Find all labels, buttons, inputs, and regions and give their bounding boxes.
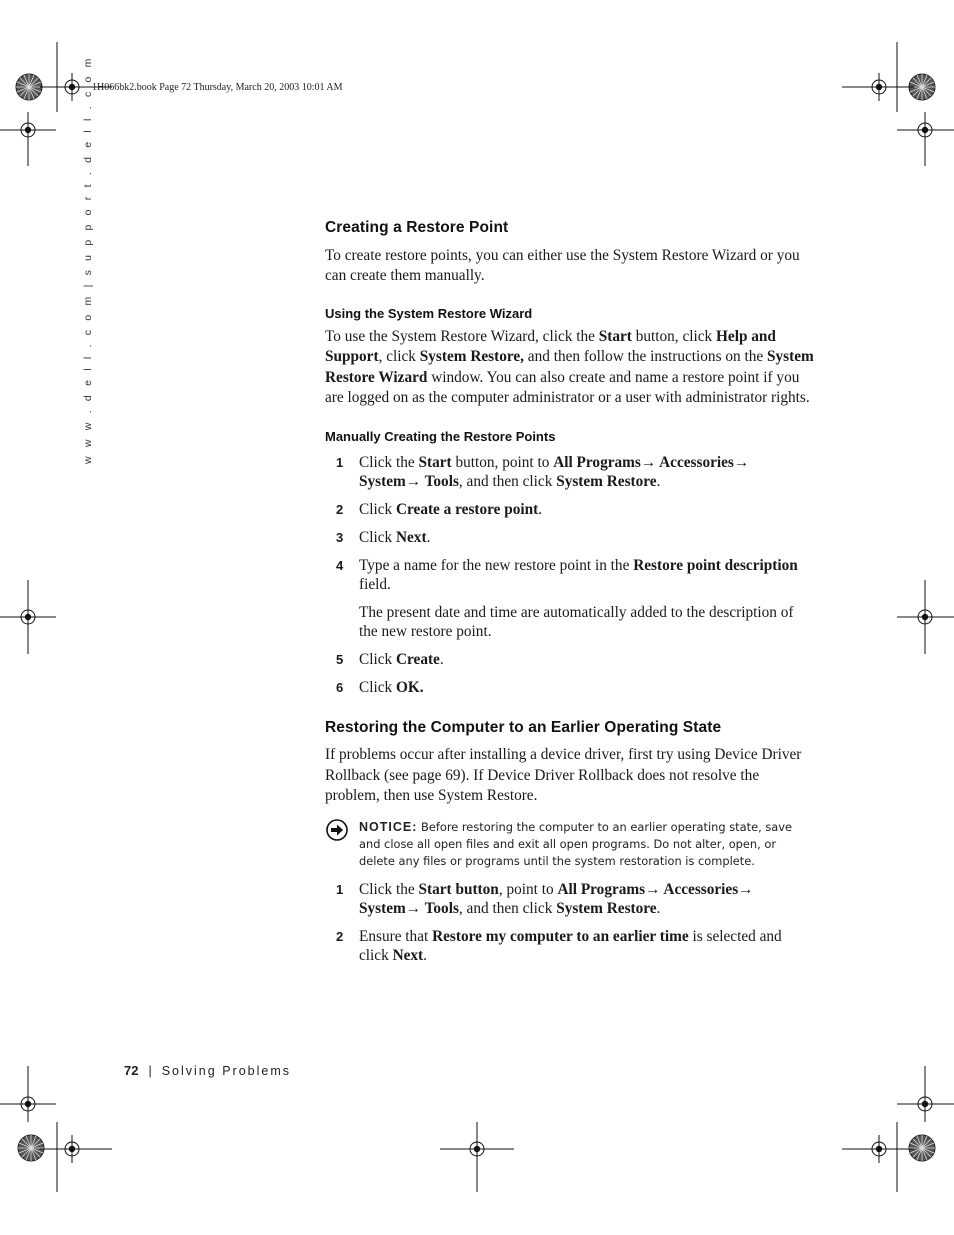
subsection-title-manual: Manually Creating the Restore Points — [325, 429, 556, 445]
wizard-paragraph: To use the System Restore Wizard, click the Start button, click Help and Support, click System Restore, and then follow the instructions on the System Restore Wizard window. You can also create and name a restore point if you are logged on as the computer administrator or a user with administrator rights. — [325, 327, 814, 407]
manual-steps-list — [325, 453, 815, 697]
notice-label: NOTICE: — [359, 819, 418, 834]
notice-text: Before restoring the computer to an earlier operating state, save and close all open files and exit all open programs. Do not alter, open, or delete any files or programs until the system restoration is complete. — [359, 819, 792, 868]
footer-separator: | — [148, 1064, 152, 1078]
main-content — [325, 216, 815, 965]
page-footer — [124, 1063, 291, 1078]
list-item: 5 Click Create. — [336, 651, 444, 669]
side-url: w w w . d e l l . c o m | s u p p o r t . d e l l . c o m — [82, 55, 94, 464]
list-item: 2 Click Create a restore point. — [336, 501, 543, 519]
page-number: 72 — [124, 1063, 139, 1078]
notice-box — [325, 819, 815, 870]
section-title-creating-restore-point: Creating a Restore Point — [325, 219, 509, 236]
section-intro: To create restore points, you can either use the System Restore Wizard or you can create them manually. — [325, 247, 800, 285]
list-item: 6 Click OK. — [336, 679, 424, 697]
list-item: 3 Click Next. — [336, 529, 431, 547]
notice-arrow-icon — [326, 819, 348, 846]
list-item: 2 Ensure that Restore my computer to an earlier time is selected and click Next. — [336, 927, 782, 964]
list-item: 4 Type a name for the new restore point in the Restore point description field. — [336, 557, 798, 594]
restore-steps-list — [325, 880, 815, 965]
subsection-title-wizard: Using the System Restore Wizard — [325, 305, 533, 321]
print-slug: 1H066bk2.book Page 72 Thursday, March 20, 2003 10:01 AM — [92, 82, 343, 93]
list-item: 1 Click the Start button, point to All Programs→ Accessories→ System→ Tools, and then click System Restore. — [336, 880, 754, 917]
section-title-restoring: Restoring the Computer to an Earlier Operating State — [325, 719, 722, 737]
footer-section-name: Solving Problems — [161, 1064, 291, 1078]
list-item: 1 Click the Start button, point to All Programs→ Accessories→ System→ Tools, and then click System Restore. — [336, 454, 750, 491]
section-intro: If problems occur after installing a device driver, first try using Device Driver Rollback (see page 69). If Device Driver Rollback does not resolve the problem, then use System Restore. — [325, 746, 802, 805]
list-item-note: The present date and time are automatically added to the description of the new restore point. — [359, 604, 794, 641]
